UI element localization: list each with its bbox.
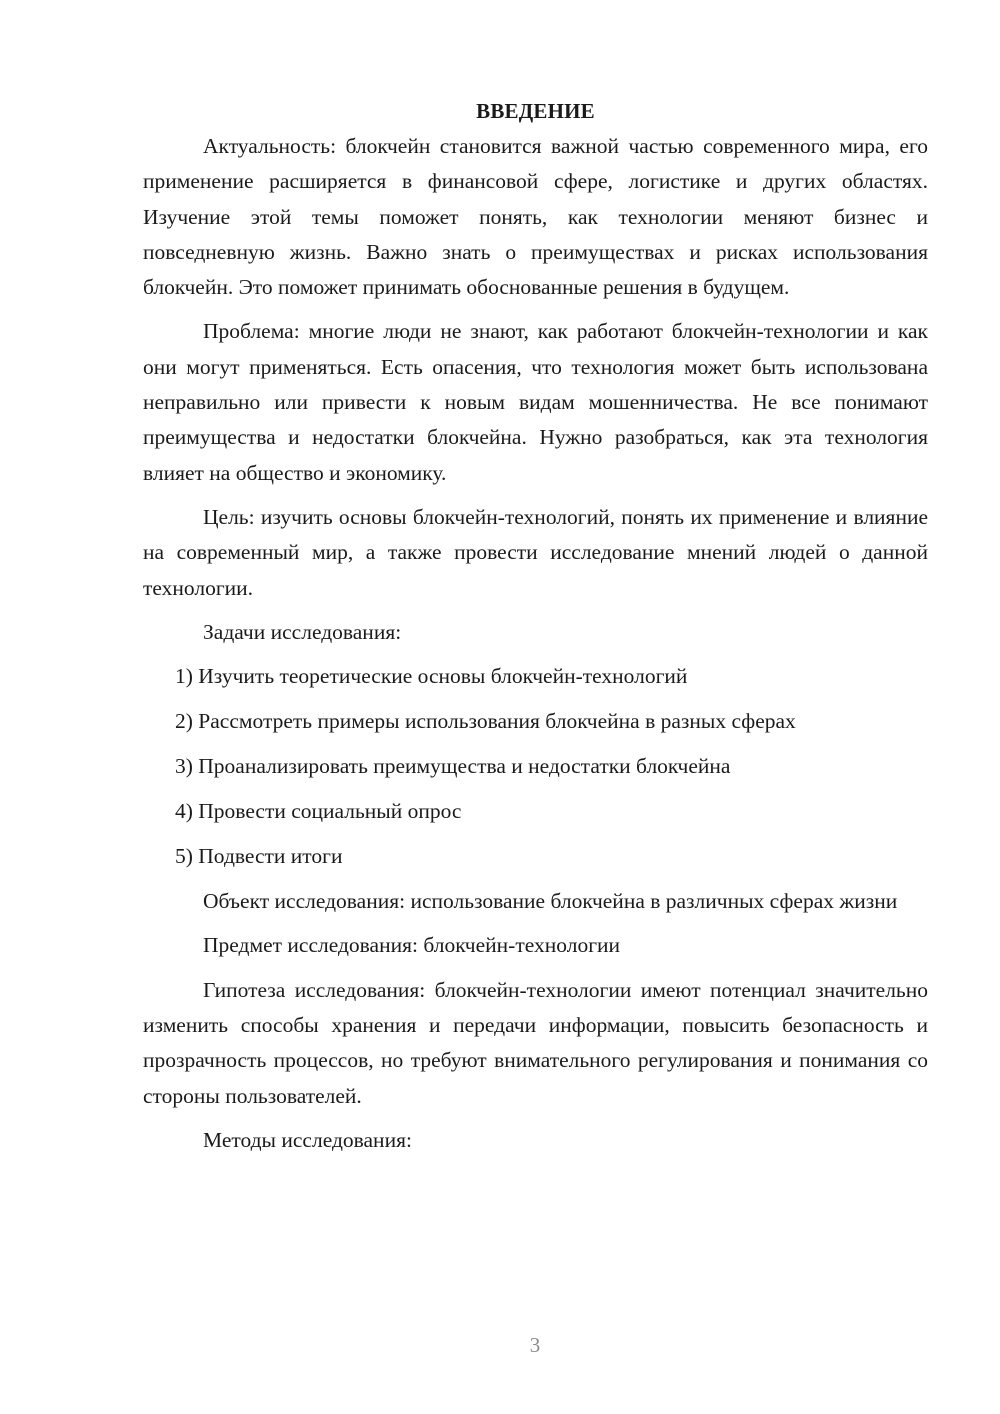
list-item: 1) Изучить теоретические основы блокчейн-технологий	[175, 664, 688, 689]
relevance-paragraph: Актуальность: блокчейн становится важной частью современного мира, его применение расширяется в финансовой сфере, логистике и других областях. Изучение этой темы поможет понять, как технологии меняют бизнес и повседневную жизнь. Важно знать о преимуществах и рисках использования блокчейн. Это поможет принимать обоснованные решения в будущем.	[143, 134, 928, 300]
section-title: ВВЕДЕНИЕ	[476, 99, 595, 123]
problem-paragraph: Проблема: многие люди не знают, как работают блокчейн-технологии и как они могут применяться. Есть опасения, что технология может быть использована неправильно или привести к новым видам мошенничества. Не все понимают преимущества и недостатки блокчейна. Нужно разобраться, как эта технология влияет на общество и экономику.	[143, 319, 928, 485]
list-item: 3) Проанализировать преимущества и недостатки блокчейна	[175, 754, 731, 779]
goal-paragraph: Цель: изучить основы блокчейн-технологий, понять их применение и влияние на современный мир, а также провести исследование мнений людей о данной технологии.	[143, 504, 928, 600]
tasks-list	[143, 659, 928, 874]
list-item: 5) Подвести итоги	[175, 844, 343, 869]
methods-heading: Методы исследования:	[203, 1127, 412, 1152]
subject-paragraph: Предмет исследования: блокчейн-технологии	[203, 933, 621, 958]
object-paragraph: Объект исследования: использование блокчейна в различных сферах жизни	[203, 889, 898, 914]
list-item: 4) Провести социальный опрос	[175, 799, 462, 824]
page-number: 3	[529, 1333, 541, 1357]
list-item: 2) Рассмотреть примеры использования блокчейна в разных сферах	[175, 709, 796, 734]
document-page	[143, 93, 928, 1167]
hypothesis-paragraph: Гипотеза исследования: блокчейн-технологии имеют потенциал значительно изменить способы хранения и передачи информации, повысить безопасность и прозрачность процессов, но требуют внимательного регулирования и понимания со стороны пользователей.	[143, 977, 928, 1108]
tasks-heading: Задачи исследования:	[203, 619, 402, 644]
